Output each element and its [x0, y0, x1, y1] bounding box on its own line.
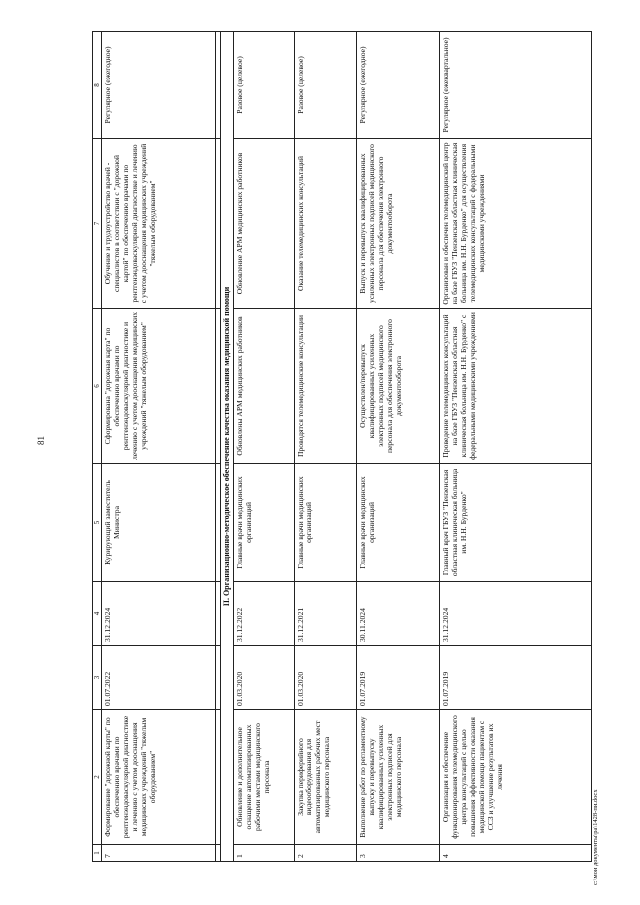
- row-number: 2: [294, 845, 357, 862]
- end-date: 31.12.2021: [294, 582, 357, 646]
- plan-table: [92, 31, 592, 862]
- indicator-cell: Обновление АРМ медицинских работников: [233, 139, 294, 309]
- table-row: [233, 32, 294, 862]
- col-number: 3: [93, 646, 102, 710]
- indicator-cell: Организован и обеспечен телемедицинский центр на базе ГБУЗ "Пензенская областная клиническая больница им. Н.Н. Бурденко" для осуществления телемедицинских консультаций с федеральными медицинскими учреждениями: [440, 139, 592, 309]
- result-cell: Сформирована "дорожная карта" по обеспечению врачами по рентгенэндоваскулярной диагностике и лечению с учетом дооснащения медицинских учреждений "тяжелым оборудованием": [102, 309, 215, 464]
- frequency-cell: Регулярное (ежегодное): [102, 32, 215, 139]
- indicator-cell: Оказание телемедицинских консультаций: [294, 139, 357, 309]
- indicator-cell: Выпуск и перевыпуск квалифицированных усиленных электронных подписей медицинского персонала для обеспечения электронного документооборота: [357, 139, 440, 309]
- end-date: 31.12.2024: [440, 582, 592, 646]
- col-number: 6: [93, 309, 102, 464]
- frequency-cell: Разовое (целевое): [233, 32, 294, 139]
- measure-cell: Организация и обеспечение функционирования телемедицинского центра консультаций с целью повышения эффективности оказания медицинской помощи пациентам с ССЗ и улучшение результатов их лечения: [440, 710, 592, 845]
- measure-cell: Выполнение работ по регламентному выпуску и перевыпуску квалифицированных усиленных электронных подписей для медицинского персонала: [357, 710, 440, 845]
- table-row: [294, 32, 357, 862]
- col-number: 2: [93, 710, 102, 845]
- responsible-cell: Курирующий заместитель Министра: [102, 464, 215, 582]
- end-date: 31.12.2022: [233, 582, 294, 646]
- responsible-cell: Главные врачи медицинских организаций: [357, 464, 440, 582]
- plan-table-rotated: [92, 32, 592, 862]
- frequency-cell: Регулярное (ежеквартальное): [440, 32, 592, 139]
- row-number: 3: [357, 845, 440, 862]
- start-date: 01.03.2020: [294, 646, 357, 710]
- row-number: 4: [440, 845, 592, 862]
- measure-cell: Формирование "дорожной карты" по обеспечению врачами по рентгенэндоваскулярной диагностике и лечению с учетом дооснащения медицинских учреждений "тяжелым оборудованием": [102, 710, 215, 845]
- section-title: II. Организационно-методическое обеспечение качества оказания медицинской помощи: [220, 32, 233, 862]
- measure-cell: Обновление и дополнительное оснащение автоматизированных рабочими местами медицинского персонала: [233, 710, 294, 845]
- col-number: 8: [93, 32, 102, 139]
- result-cell: Проведение телемедицинских консультаций на базе ГБУЗ "Пензенская областная клиническая больница им. Н.Н. Бурденко" с федеральными медицинскими учреждениями: [440, 309, 592, 464]
- result-cell: Обновлены АРМ медицинских работников: [233, 309, 294, 464]
- table-row: [102, 32, 215, 862]
- col-number: 1: [93, 845, 102, 862]
- column-numbers-row: [93, 32, 102, 862]
- responsible-cell: Главный врач ГБУЗ "Пензенская областная клиническая больница им. Н.Н. Бурденко": [440, 464, 592, 582]
- measure-cell: Закупка периферийного видеооборудования для автоматизированных рабочих мест медицинского персонала: [294, 710, 357, 845]
- document-path-footer: c:\мои документы\ра\1428-пи.docx: [592, 789, 599, 885]
- indicator-cell: Обучение и трудоустройство врачей - специалистов в соответствии с "дорожной картой" по обеспечению врачами по рентгенэндоваскулярной диагностике и лечению с учетом дооснащения медицинских учреждений "тяжелым оборудованием": [102, 139, 215, 309]
- frequency-cell: Регулярное (ежегодное): [357, 32, 440, 139]
- table-row: [357, 32, 440, 862]
- row-number: 7: [102, 845, 215, 862]
- row-number: 1: [233, 845, 294, 862]
- page-number: 81: [36, 436, 46, 445]
- section-row: [220, 32, 233, 862]
- end-date: 30.11.2024: [357, 582, 440, 646]
- col-number: 7: [93, 139, 102, 309]
- responsible-cell: Главные врачи медицинских организаций: [294, 464, 357, 582]
- start-date: 01.07.2019: [357, 646, 440, 710]
- result-cell: Проводятся телемедицинские консультации: [294, 309, 357, 464]
- start-date: 01.07.2022: [102, 646, 215, 710]
- start-date: 01.03.2020: [233, 646, 294, 710]
- start-date: 01.07.2019: [440, 646, 592, 710]
- col-number: 4: [93, 582, 102, 646]
- col-number: 5: [93, 464, 102, 582]
- result-cell: Осуществлен/перевыпуск квалифицированных усиленных электронных подписей медицинского персонала для обеспечения электронного документооборота: [357, 309, 440, 464]
- frequency-cell: Разовое (целевое): [294, 32, 357, 139]
- end-date: 31.12.2024: [102, 582, 215, 646]
- responsible-cell: Главные врачи медицинских организаций: [233, 464, 294, 582]
- table-row: [440, 32, 592, 862]
